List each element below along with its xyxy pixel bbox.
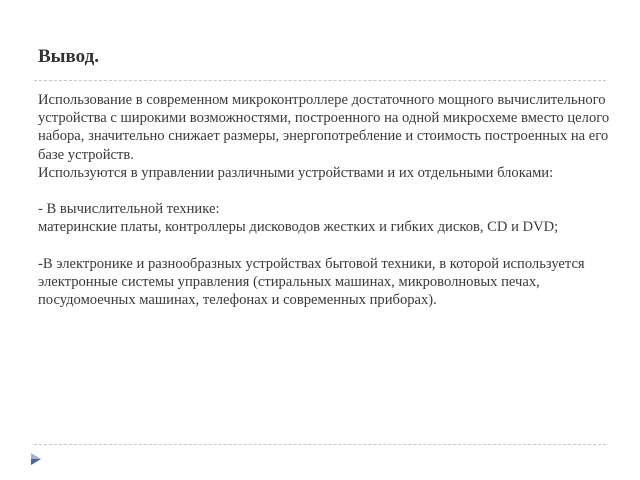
spacer xyxy=(38,237,610,255)
paragraph-usage: Используются в управлении различными устройствами и их отдельными блоками: xyxy=(38,164,554,181)
bottom-divider xyxy=(34,444,606,445)
triangle-play-icon xyxy=(30,452,42,466)
top-divider xyxy=(34,80,606,81)
paragraph-intro: Использование в современном микроконтроллере достаточного мощного вычислительного устройства с широкими возможностями, построенного на одной микросхеме вместо целого набора, значительно снижает размеры, энергопотребление и стоимость построенных на его базе устройств. xyxy=(38,92,610,163)
slide-title: Вывод. xyxy=(38,46,99,67)
paragraph-computing-list: материнские платы, контроллеры дисководов жестких и гибких дисков, CD и DVD; xyxy=(38,219,559,236)
paragraph-electronics: -В электронике и разнообразных устройствах бытовой техники, в которой используется электронные системы управления (стиральных машинах, микроволновых печах, посудомоечных машинах, телефонах и современных приборах). xyxy=(38,255,585,309)
paragraph-computing-heading: - В вычислительной технике: xyxy=(38,201,220,218)
slide-body xyxy=(38,91,610,309)
spacer xyxy=(38,182,610,200)
